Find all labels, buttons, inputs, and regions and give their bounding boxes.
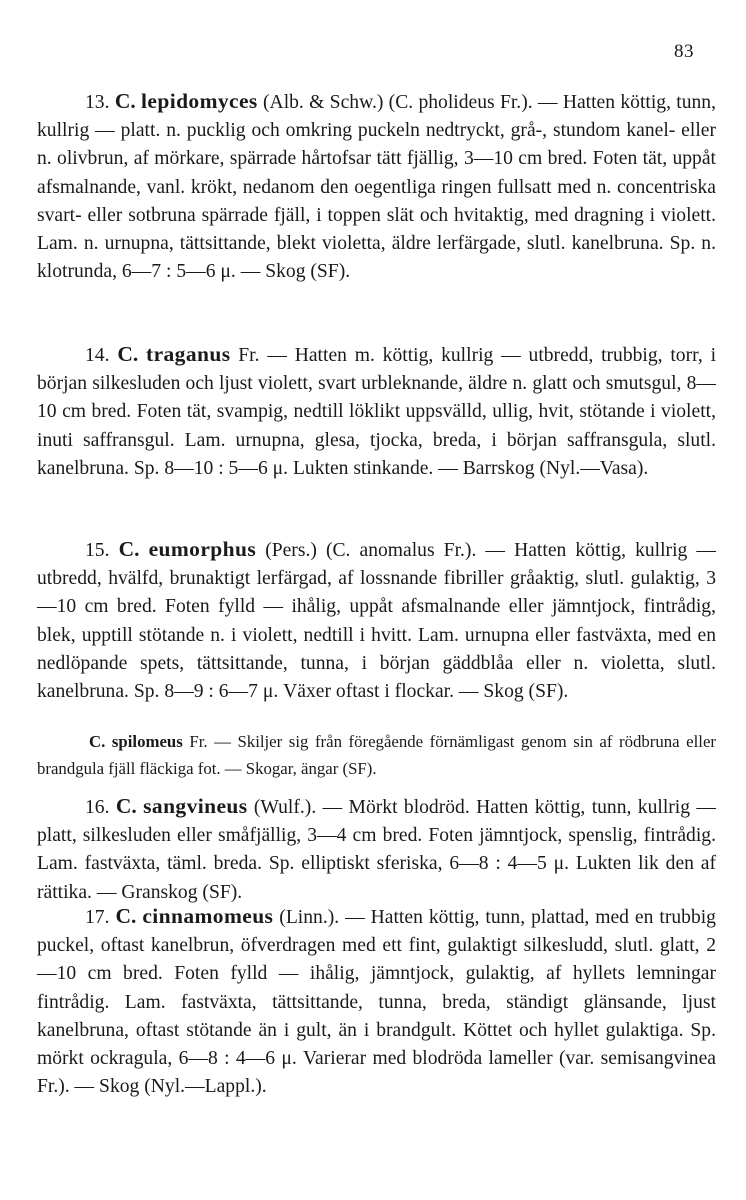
species-entry-13 <box>37 87 716 286</box>
entry-genus: C. <box>115 904 137 928</box>
species-entry-15 <box>37 535 716 706</box>
entry-description: (Linn.). — Hatten köttig, tunn, plattad, med en trubbig puckel, oftast kanelbrun, öfverdragen med ett fint, gulaktigt silkesludd, slutl. glatt, 2—10 cm bred. Foten fylld — ihålig, jämntjock, gulaktig, af hyllets lemningar fintrådig. Lam. fastväxta, tättsittande, tunna, breda, ständigt glänsande, ljust kanelbruna, oftast stötande än i gult, än i brandgult. Köttet och hyllet gulaktiga. Sp. mörkt ockragula, 6—8 : 4—6 μ. Varierar med blodröda lameller (var. semisangvinea Fr.). — Skog (Nyl.—Lappl.). <box>37 907 716 1098</box>
entry-genus: C. <box>114 89 136 113</box>
entry-description: (Pers.) (C. anomalus Fr.). — Hatten köttig, kullrig — utbredd, hvälfd, brunaktigt lerfärgad, af lossnande fibriller gråaktig, slutl. gulaktig, 3—10 cm bred. Foten fylld — ihålig, uppåt afsmalnande eller jämntjock, fintrådig, blek, upptill stötande n. i violett, nedtill i hvitt. Lam. urnupna eller fastväxta, med en nedlöpande spets, tättsittande, tunna, i början gäddblåa eller n. violetta, slutl. kanelbruna. Sp. 8—9 : 6—7 μ. Växer oftast i flockar. — Skog (SF). <box>37 540 716 703</box>
note-species-name: spilomeus <box>111 732 183 751</box>
entry-species-name: traganus <box>146 342 231 366</box>
species-entry-14 <box>37 340 716 483</box>
entry-species-name: lepidomyces <box>141 89 258 113</box>
entry-description: Fr. — Hatten m. köttig, kullrig — utbredd, trubbig, torr, i början silkesluden och ljust violett, svart urbleknande, äldre n. glatt och smutsgul, 8—10 cm bred. Foten tät, svampig, nedtill löklikt uppsvälld, ullig, hvit, stötande i violett, inuti saffransgul. Lam. urnupna, glesa, tjocka, breda, i början saffransgula, slutl. kanelbruna. Sp. 8—10 : 5—6 μ. Lukten stinkande. — Barrskog (Nyl.—Vasa). <box>37 345 717 479</box>
entry-description: (Alb. & Schw.) (C. pholideus Fr.). — Hatten köttig, tunn, kullrig — platt. n. pucklig och omkring puckeln nedtryckt, grå-, stundom kanel- eller n. olivbrun, af mörkare, spärrade hårtofsar tätt fjällig, 3—10 cm bred. Foten tät, uppåt afsmalnande, vanl. krökt, nedanom den oegentliga ringen fullsatt med n. concentriska svart- eller sotbruna spärrade fjäll, i toppen slät och hvitaktig, med dragning i violett. Lam. n. urnupna, tättsittande, blekt violetta, äldre lerfärgade, slutl. kanelbruna. Sp. n. klotrunda, 6—7 : 5—6 μ. — Skog (SF). <box>37 92 717 283</box>
note-genus: C. <box>89 732 106 751</box>
entry-number: 15. <box>85 540 110 561</box>
entry-number: 14. <box>85 345 110 366</box>
entry-description: (Wulf.). — Mörkt blodröd. Hatten köttig, tunn, kullrig — platt, silkesluden eller småfjällig, 3—4 cm bred. Foten jämntjock, spenslig, fintrådig. Lam. fastväxta, täml. breda. Sp. elliptiskt sferiska, 6—8 : 4—5 μ. Lukten lik den af rättika. — Granskog (SF). <box>37 797 716 903</box>
entry-number: 16. <box>85 797 110 818</box>
species-note <box>37 728 716 782</box>
entry-genus: C. <box>117 342 139 366</box>
page-number: 83 <box>674 41 694 62</box>
entry-genus: C. <box>118 537 140 561</box>
species-entry-16 <box>37 792 716 907</box>
note-description: Fr. — Skiljer sig från föregående förnämligast genom sin af rödbruna eller brandgula fjäll fläckiga fot. — Skogar, ängar (SF). <box>37 732 716 778</box>
entry-species-name: eumorphus <box>148 537 257 561</box>
entry-species-name: sangvineus <box>143 794 248 818</box>
entry-species-name: cinnamomeus <box>142 904 274 928</box>
species-entry-17 <box>37 902 716 1101</box>
entry-number: 13. <box>85 92 110 113</box>
entry-genus: C. <box>115 794 137 818</box>
entry-number: 17. <box>85 907 110 928</box>
